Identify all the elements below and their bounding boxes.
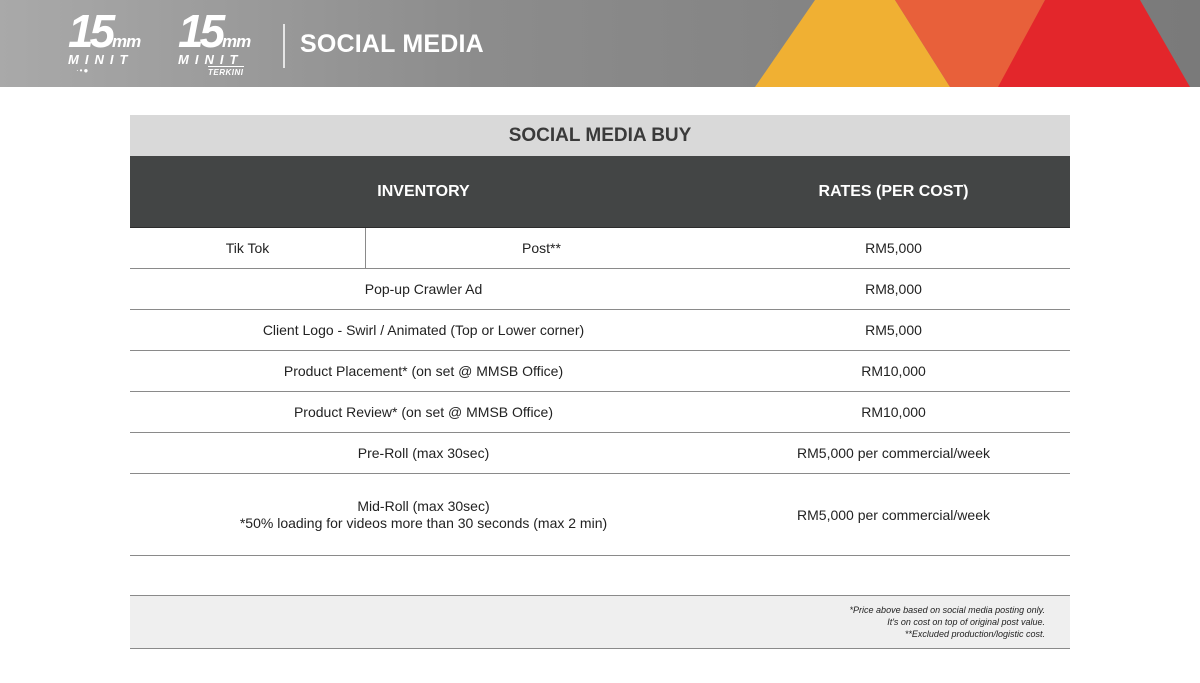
rate-cell: RM5,000 per commercial/week: [797, 506, 990, 523]
item-cell: Pre-Roll (max 30sec): [357, 445, 490, 461]
footnote-line: *Price above based on social media posting only.: [849, 605, 1045, 615]
table-row: [130, 474, 1070, 556]
rate-cell: RM5,000: [865, 240, 922, 256]
logo-word: MINIT: [178, 52, 244, 67]
logo-number: 15: [178, 5, 222, 57]
platform-cell: Tik Tok: [130, 228, 366, 268]
header-rates: RATES (PER COST): [818, 183, 969, 200]
logo-mm: mm: [112, 32, 141, 51]
item-cell: Pop-up Crawler Ad: [364, 281, 483, 297]
rate-cell: RM10,000: [861, 404, 926, 420]
footnote-line: **Excluded production/logistic cost.: [904, 629, 1045, 639]
inventory-cell: [130, 228, 717, 268]
header-divider: [283, 24, 285, 68]
logo-15-minit: [68, 5, 158, 75]
footnote-text: [850, 604, 1045, 640]
table-header-row: [130, 156, 1070, 228]
rate-cell: RM10,000: [861, 363, 926, 379]
header-bar: [0, 0, 1200, 87]
item-label: Mid-Roll (max 30sec): [357, 497, 490, 514]
header-inventory: INVENTORY: [377, 183, 470, 200]
table-row: [130, 228, 1070, 269]
footnote-line: It's on cost on top of original post value.: [887, 617, 1045, 627]
item-cell: [130, 474, 717, 555]
table-row: [130, 433, 1070, 474]
rate-cell: RM8,000: [865, 281, 922, 297]
table-title: SOCIAL MEDIA BUY: [130, 115, 1070, 156]
item-cell: Product Placement* (on set @ MMSB Office): [283, 363, 564, 379]
logo-15-minit-terkini: [178, 5, 268, 77]
item-cell: Post**: [522, 240, 561, 256]
page-title: SOCIAL MEDIA: [300, 30, 484, 58]
logo-dots: ·•●: [76, 66, 90, 75]
logo-number: 15: [68, 5, 112, 57]
table-row: [130, 269, 1070, 310]
table-row: [130, 351, 1070, 392]
item-cell: Client Logo - Swirl / Animated (Top or Lower corner): [262, 322, 585, 338]
logo-mm: mm: [222, 32, 251, 51]
item-cell: Product Review* (on set @ MMSB Office): [293, 404, 554, 420]
logo-terkini: TERKINI: [208, 68, 244, 77]
logo-word: MINIT: [68, 52, 134, 67]
item-note: *50% loading for videos more than 30 seconds (max 2 min): [239, 514, 608, 531]
table-spacer-row: [130, 556, 1070, 596]
rate-cell: RM5,000 per commercial/week: [797, 445, 990, 461]
social-media-buy-table: [130, 115, 1070, 649]
footnotes: [130, 596, 1070, 649]
rate-cell: RM5,000: [865, 322, 922, 338]
table-row: [130, 392, 1070, 433]
table-row: [130, 310, 1070, 351]
